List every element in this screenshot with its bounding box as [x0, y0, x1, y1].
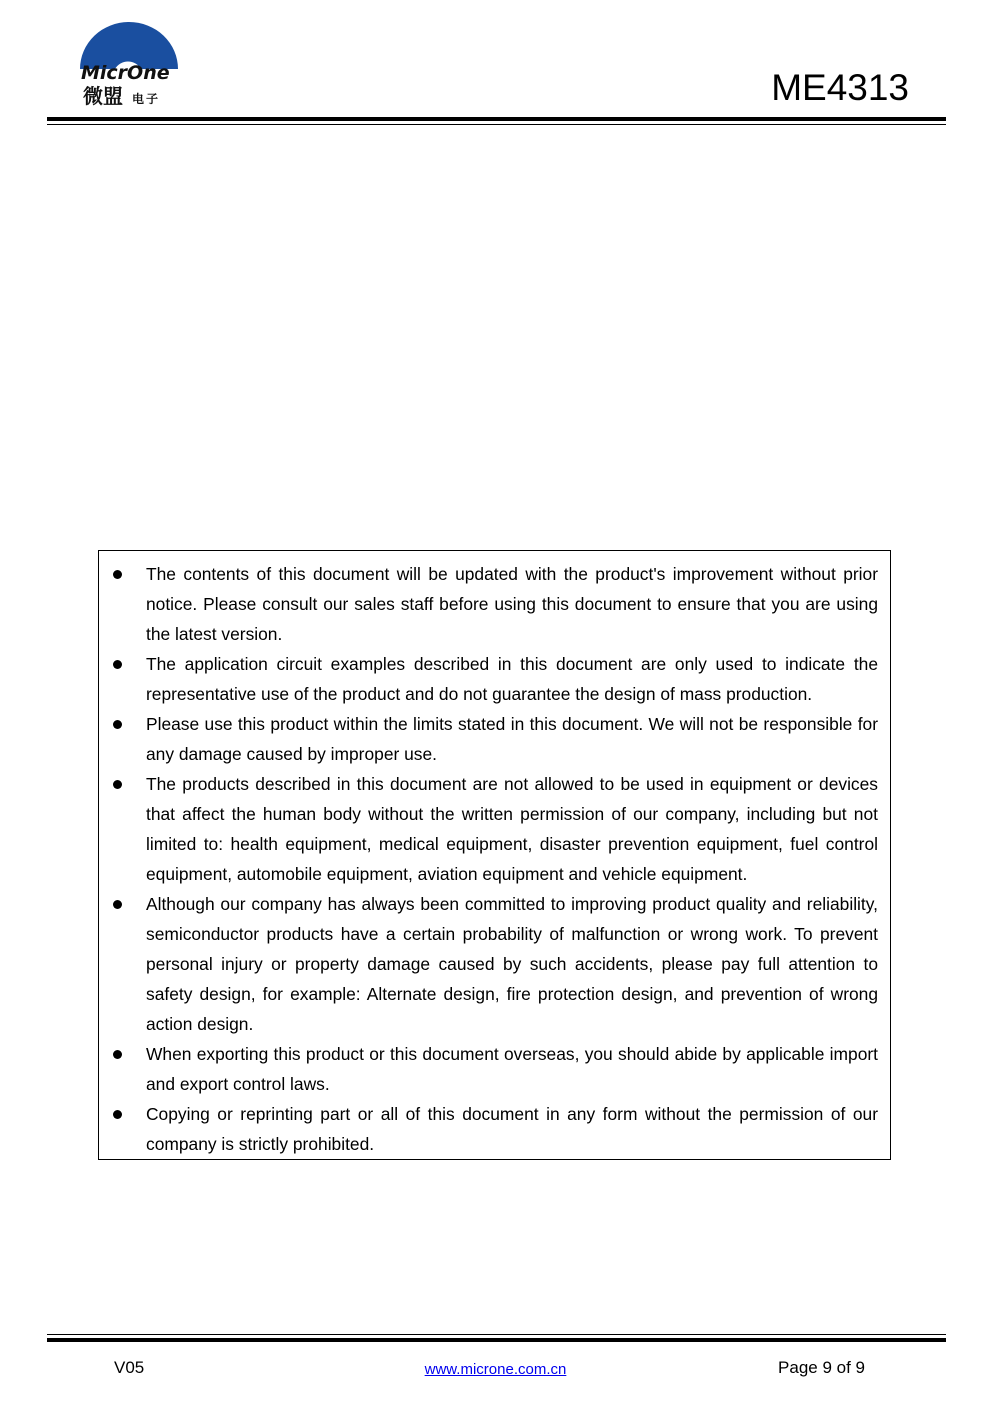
disclaimer-text: The products described in this document are not allowed to be used in equipment or devices that affect the human body without the written permission of our company, including but not limited to: health equipment, medical equipment, disaster prevention equipment, fuel control equipment, automobile equipment, aviation equipment and vehicle equipment. — [146, 774, 878, 884]
disclaimer-text: The application circuit examples described in this document are only used to indicate the representative use of the product and do not guarantee the design of mass production. — [146, 654, 878, 704]
bullet-icon — [113, 780, 122, 789]
disclaimer-item — [99, 889, 878, 1039]
logo-brand-en: MicrOne — [81, 62, 170, 84]
logo-brand-zh-main: 微盟 — [83, 84, 123, 108]
part-number-title: ME4313 — [771, 67, 909, 108]
company-logo — [78, 20, 180, 110]
header-divider-thin — [47, 124, 946, 125]
disclaimer-text: The contents of this document will be updated with the product's improvement without prior notice. Please consult our sales staff before using this document to ensure that you are using the latest version. — [146, 564, 878, 644]
disclaimer-item — [99, 559, 878, 649]
disclaimer-text: Copying or reprinting part or all of this document in any form without the permission of our company is strictly prohibited. — [146, 1104, 878, 1154]
version-label: V05 — [114, 1358, 145, 1377]
footer-divider-thin — [47, 1334, 946, 1335]
disclaimer-text: Please use this product within the limits stated in this document. We will not be responsible for any damage caused by improper use. — [146, 714, 878, 764]
disclaimer-item — [99, 709, 878, 769]
disclaimer-item — [99, 1099, 878, 1159]
footer-divider-thick — [47, 1338, 946, 1342]
bullet-icon — [113, 570, 122, 579]
logo-brand-zh-sub: 电子 — [132, 92, 161, 106]
disclaimer-text: Although our company has always been committed to improving product quality and reliability, semiconductor products have a certain probability of malfunction or wrong work. To prevent personal injury or property damage caused by such accidents, please pay full attention to safety design, for example: Alternate design, fire protection design, and prevention of wrong action design. — [146, 894, 878, 1034]
disclaimer-item — [99, 1039, 878, 1099]
disclaimer-item — [99, 769, 878, 889]
website-link[interactable]: www.microne.com.cn — [424, 1361, 567, 1378]
bullet-icon — [113, 720, 122, 729]
disclaimer-text: When exporting this product or this document overseas, you should abide by applicable import and export control laws. — [146, 1044, 878, 1094]
bullet-icon — [113, 900, 122, 909]
bullet-icon — [113, 660, 122, 669]
disclaimer-box — [98, 550, 891, 1160]
bullet-icon — [113, 1050, 122, 1059]
disclaimer-list — [99, 551, 890, 1159]
bullet-icon — [113, 1110, 122, 1119]
header-divider-thick — [47, 117, 946, 121]
page-number: Page 9 of 9 — [778, 1358, 865, 1377]
disclaimer-item — [99, 649, 878, 709]
